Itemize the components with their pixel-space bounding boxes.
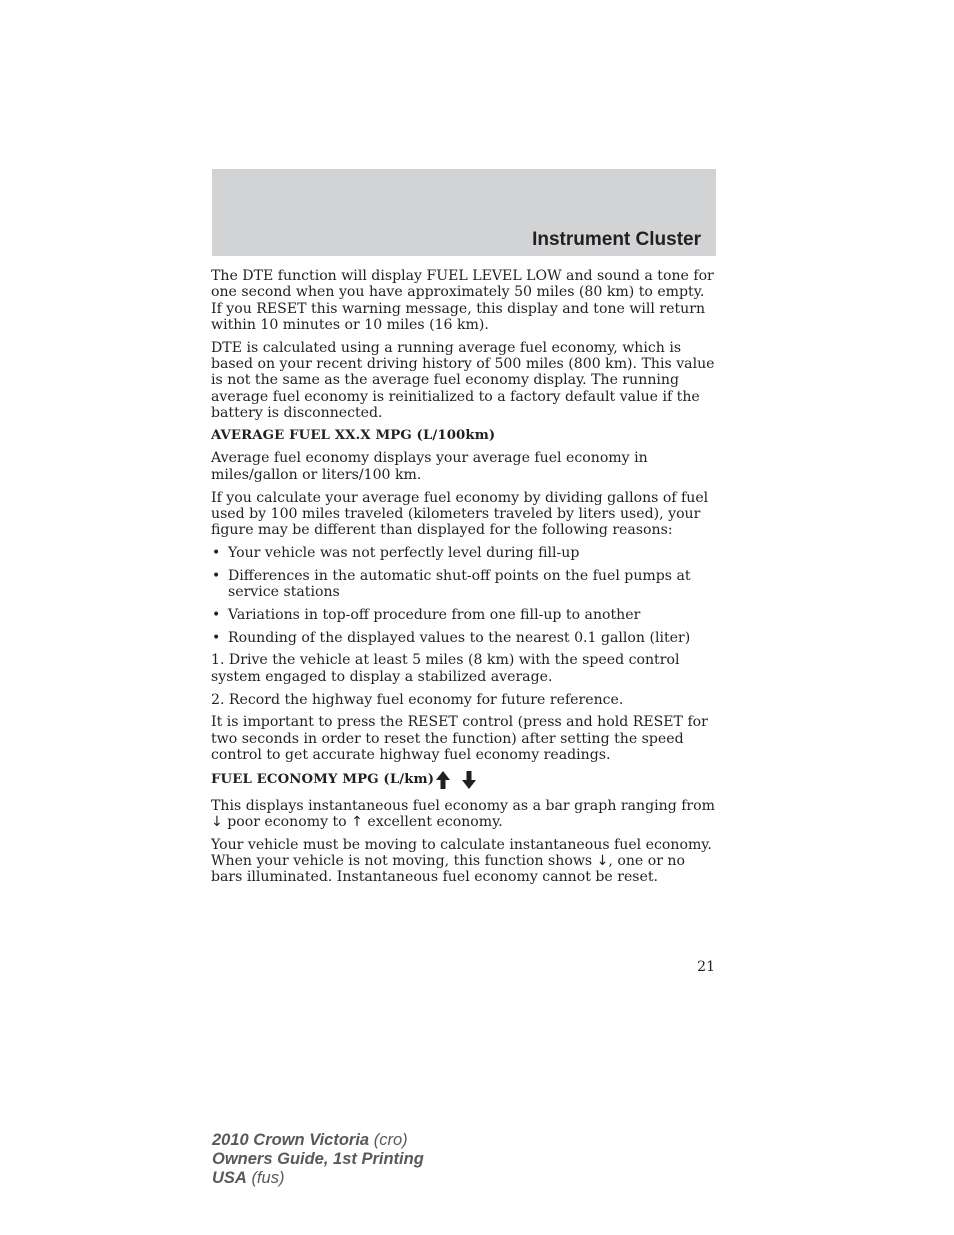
heading-fuel-economy-text: FUEL ECONOMY MPG (L/km) <box>211 771 435 787</box>
footer-guide: Owners Guide, 1st Printing <box>212 1150 424 1168</box>
paragraph-step-1: 1. Drive the vehicle at least 5 miles (8 km) with the speed control system engaged to display a stabilized average. <box>211 652 680 685</box>
bullet-glyph: • <box>212 606 221 623</box>
footer-line-2 <box>212 1150 424 1169</box>
arrow-down-icon <box>461 770 477 790</box>
list-item-text: Differences in the automatic shut-off points on the fuel pumps at service stations <box>228 567 691 601</box>
list-item-text: Your vehicle was not perfectly level during fill-up <box>228 544 580 561</box>
up-arrow-glyph: ↑ <box>351 814 363 831</box>
moving-part-a: Your vehicle must be moving to calculate instantaneous fuel economy. When your vehicle is not moving, this function shows <box>211 836 712 870</box>
footer-market: USA <box>212 1169 247 1187</box>
paragraph-step-2: 2. Record the highway fuel economy for future reference. <box>211 691 624 708</box>
footer-model: 2010 Crown Victoria <box>212 1131 370 1149</box>
paragraph-fuel-desc <box>211 798 717 831</box>
heading-average-fuel: AVERAGE FUEL XX.X MPG (L/100km) <box>211 427 496 443</box>
paragraph-dte-calc: DTE is calculated using a running average fuel economy, which is based on your recent driving history of 500 miles (800 km). This value is not the same as the average fuel economy display. The running average fuel economy is reinitialized to a factory default value if the battery is disconnected. <box>211 339 715 421</box>
footer <box>212 1131 424 1188</box>
fuel-desc-part-a: This displays instantaneous fuel economy as a bar graph ranging from <box>211 797 716 814</box>
list-item-text: Rounding of the displayed values to the nearest 0.1 gallon (liter) <box>228 629 691 646</box>
list-item <box>211 607 717 623</box>
footer-market-code: (fus) <box>251 1169 285 1187</box>
down-arrow-glyph: ↓ <box>596 853 609 870</box>
footer-line-1 <box>212 1131 424 1150</box>
section-header-band <box>212 169 716 256</box>
bullet-glyph: • <box>212 629 221 646</box>
list-item <box>211 630 717 646</box>
page-number: 21 <box>697 959 715 975</box>
paragraph-dte-low: The DTE function will display FUEL LEVEL LOW and sound a tone for one second when you have approximately 50 miles (80 km) to empty. If you RESET this warning message, this display and tone will return within 10 minutes or 10 miles (16 km). <box>211 268 714 333</box>
page-content <box>211 268 717 892</box>
heading-fuel-economy <box>211 770 717 790</box>
list-item <box>211 545 717 561</box>
arrow-up-icon <box>435 770 451 790</box>
list-item-text: Variations in top-off procedure from one fill-up to another <box>228 606 641 623</box>
down-arrow-glyph: ↓ <box>211 814 223 831</box>
list-item <box>211 568 717 601</box>
bullet-glyph: • <box>212 567 221 584</box>
moving-part-b: , one or no bars illuminated. Instantaneous fuel economy cannot be reset. <box>211 853 685 886</box>
paragraph-reset-note: It is important to press the RESET control (press and hold RESET for two seconds in order to reset the function) after setting the speed control to get accurate highway fuel economy readings. <box>211 714 708 763</box>
footer-model-code: (cro) <box>373 1131 408 1149</box>
bullet-glyph: • <box>212 544 221 561</box>
reasons-list <box>211 545 717 646</box>
paragraph-avg-desc: Average fuel economy displays your average fuel economy in miles/gallon or liters/100 km. <box>211 450 648 483</box>
fuel-desc-part-b: poor economy to <box>227 814 347 831</box>
paragraph-avg-calc: If you calculate your average fuel economy by dividing gallons of fuel used by 100 miles traveled (kilometers traveled by liters used), your figure may be different than displayed for the following reasons: <box>211 489 709 539</box>
section-title: Instrument Cluster <box>532 229 701 250</box>
footer-line-3 <box>212 1169 424 1188</box>
paragraph-moving <box>211 837 717 886</box>
fuel-desc-part-c: excellent economy. <box>367 814 503 831</box>
